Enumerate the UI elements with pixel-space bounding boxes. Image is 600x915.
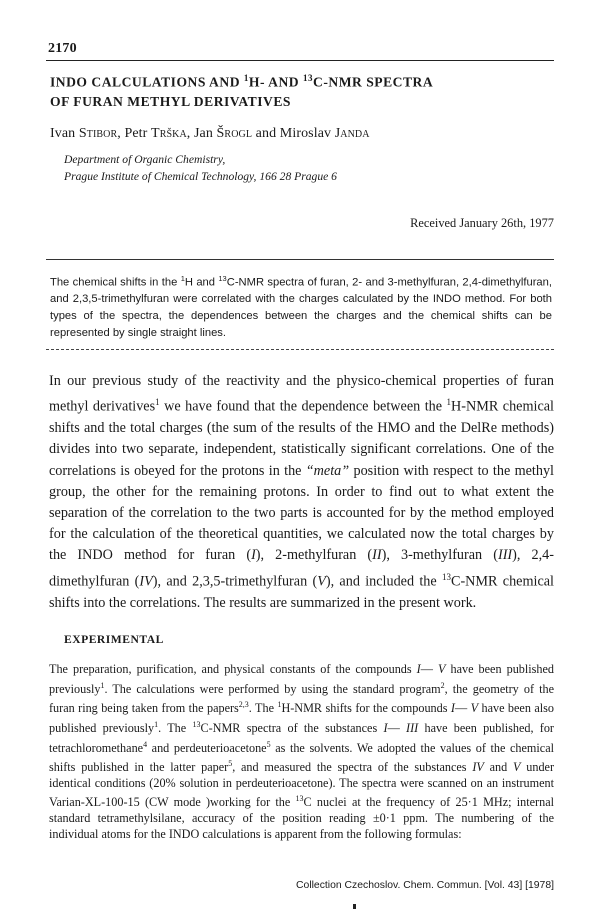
abstract: The chemical shifts in the $^1$H and $^{13}$C-NMR spectra of furan, 2- and 3-methylfuran, 2,4-dimethylfuran, and 2,3,5-trimethylfuran were correlated with the charges calculated by the INDO method. For both types of the spectra, the dependences between the charges and the chemical shifts can be represented by single straight lines. — [50, 274, 552, 339]
author: Miroslav Janda — [279, 126, 370, 141]
section-heading-experimental: EXPERIMENTAL — [64, 633, 164, 646]
received-date: Received January 26th, 1977 — [410, 216, 554, 230]
affiliation-institute: Prague Institute of Chemical Technology, 166 28 Prague 6 — [64, 170, 337, 183]
abstract-top-rule — [46, 259, 554, 260]
author: Petr Trška, — [124, 126, 194, 141]
affiliation — [64, 151, 337, 185]
header-rule — [46, 60, 554, 61]
abstract-bottom-rule — [46, 349, 554, 350]
article-title — [50, 69, 550, 111]
author: Jan Šrogl and — [193, 126, 280, 141]
experimental-paragraph: The preparation, purification, and physical constants of the compounds I— V have been published previously$^1$. The calculations were performed by using the standard program$^2$, the geometry of the furan ring being taken from the papers$^{2,3}$. The $^1$H-NMR shifts for the compounds I— V have been also published previously$^1$. The $^{13}$C-NMR spectra of the substances I— III have been published, for tetrachloromethane$^4$ and perdeuterioacetone$^5$ as the solvents. We adopted the values of the chemical shifts published in the latter paper$^5$, and measured the spectra of the substances IV and V under identical conditions (20% solution in perdeuterioacetone). The spectra were scanned on an instrument Varian-XL-100-15 (CW mode )working for the $^{13}$C nuclei at the frequency of 25·1 MHz; internal standard tetramethylsilane, accuracy of the position reading ±0·1 ppm. The numbering of the individual atoms for the INDO calculations is apparent from the following formulas: — [49, 662, 555, 841]
intro-paragraph: In our previous study of the reactivity and the physico-chemical properties of furan methyl derivatives$^1$ we have found that the dependence between the $^1$H-NMR chemical shifts and the total charges (the sum of the results of the HMO and the DelRe methods) divides into two separate, independent, statistically significant correlations. One of the correlations is obeyed for the protons in the “meta” position with respect to the methyl group, the other for the remaining protons. In order to find out to what extent the separation of the correlation to the two parts is accounted for by the method employed for the calculation of the theoretical quantities, we calculated now the total charges by the INDO method for furan (I), 2-methylfuran (II), 3-methylfuran (III), 2,4-dimethylfuran (IV), and 2,3,5-trimethylfuran (V), and included the $^{13}$C-NMR chemical shifts into the correlations. The results are summarized in the present work. — [49, 373, 554, 611]
page-number: 2170 — [48, 41, 77, 56]
title-line-1: INDO CALCULATIONS AND $^1$H- AND $^{13}$C-NMR SPECTRA — [50, 73, 434, 90]
author-list — [50, 126, 370, 142]
footer-citation: Collection Czechoslov. Chem. Commun. [Vol. 43] [1978] — [296, 880, 554, 891]
affiliation-department: Department of Organic Chemistry, — [64, 153, 226, 166]
title-line-2: OF FURAN METHYL DERIVATIVES — [50, 93, 291, 109]
author: Ivan Stibor, — [50, 126, 125, 141]
print-mark — [353, 904, 356, 909]
